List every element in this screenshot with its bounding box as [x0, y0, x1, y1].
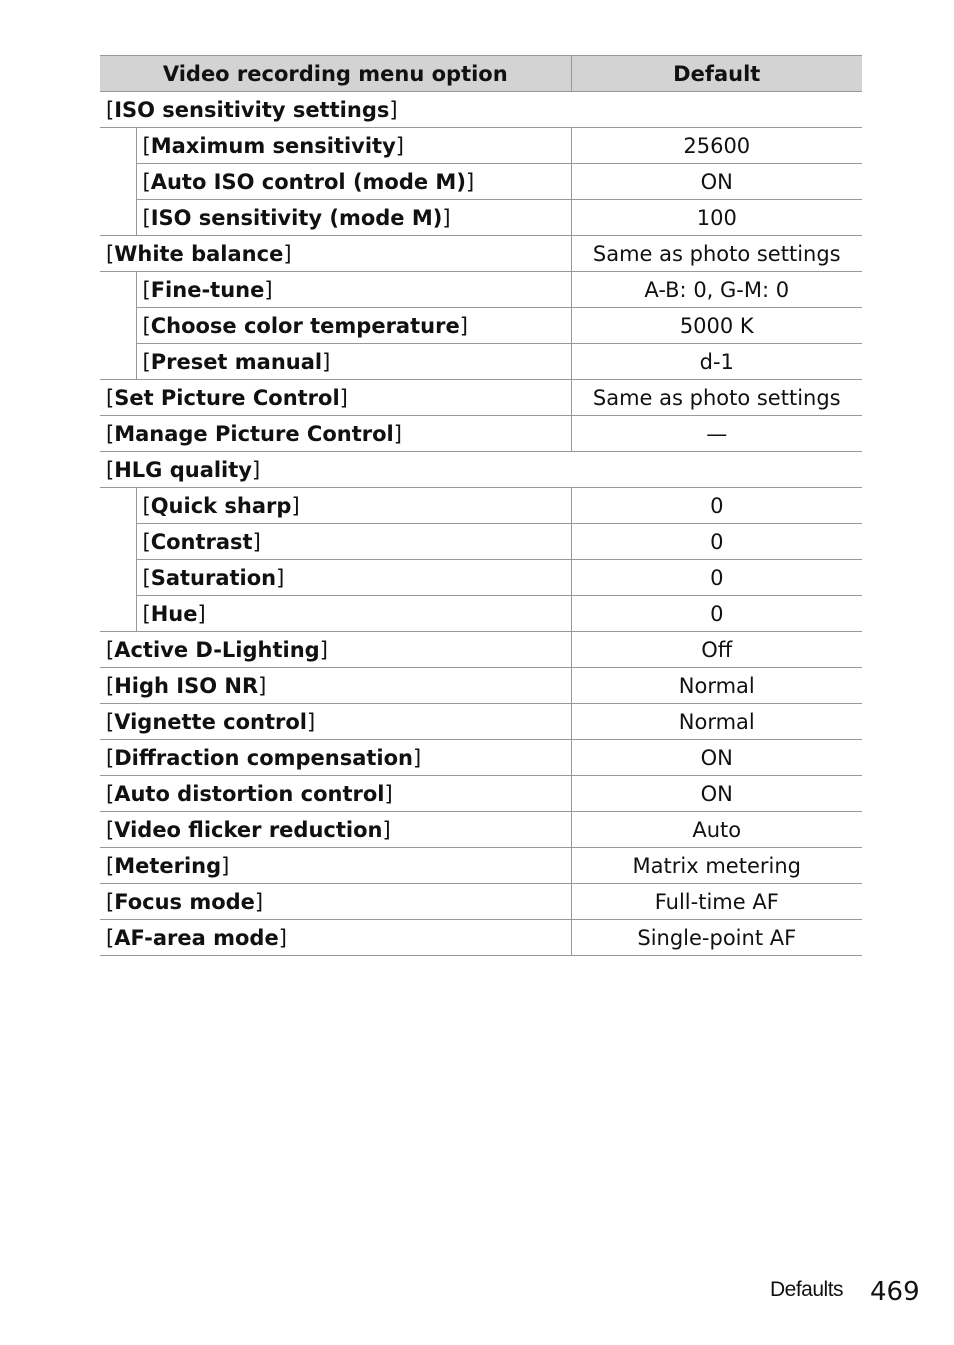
- option-label: HLG quality: [114, 457, 252, 482]
- default-value: 100: [571, 200, 862, 236]
- default-value: ON: [571, 164, 862, 200]
- indent-cell: [100, 344, 136, 380]
- option-cell: [AF-area mode]: [100, 920, 571, 956]
- option-label: Active D-Lighting: [114, 637, 320, 662]
- table-body: [100, 92, 862, 956]
- default-value: 0: [571, 524, 862, 560]
- table-row: [100, 632, 862, 668]
- table-row: [100, 236, 862, 272]
- option-label: Choose color temperature: [150, 313, 460, 338]
- option-cell: [Hue]: [136, 596, 571, 632]
- indent-cell: [100, 308, 136, 344]
- table-row: [100, 92, 862, 128]
- option-label: Video flicker reduction: [114, 817, 383, 842]
- table-row: [100, 272, 862, 308]
- default-value: Same as photo settings: [571, 380, 862, 416]
- default-value: 0: [571, 596, 862, 632]
- indent-cell: [100, 524, 136, 560]
- page-number: 469: [870, 1277, 920, 1307]
- option-cell: [Auto distortion control]: [100, 776, 571, 812]
- table-row: [100, 200, 862, 236]
- option-label: ISO sensitivity (mode M): [150, 205, 443, 230]
- table-row: [100, 416, 862, 452]
- default-value: Matrix metering: [571, 848, 862, 884]
- table-header-row: [100, 56, 862, 92]
- table-row: [100, 488, 862, 524]
- option-cell: [White balance]: [100, 236, 571, 272]
- table-row: [100, 596, 862, 632]
- option-label: White balance: [114, 241, 284, 266]
- table-row: [100, 920, 862, 956]
- table-row: [100, 380, 862, 416]
- option-cell: [Diffraction compensation]: [100, 740, 571, 776]
- option-cell: [Saturation]: [136, 560, 571, 596]
- option-cell: [Choose color temperature]: [136, 308, 571, 344]
- indent-cell: [100, 128, 136, 164]
- option-cell: [Quick sharp]: [136, 488, 571, 524]
- option-cell: [Preset manual]: [136, 344, 571, 380]
- table-row: [100, 452, 862, 488]
- indent-cell: [100, 596, 136, 632]
- option-label: Set Picture Control: [114, 385, 340, 410]
- option-label: Vignette control: [114, 709, 307, 734]
- default-value: A-B: 0, G-M: 0: [571, 272, 862, 308]
- option-cell: [Active D-Lighting]: [100, 632, 571, 668]
- default-value: [571, 92, 862, 128]
- option-label: Quick sharp: [150, 493, 292, 518]
- default-value: Normal: [571, 704, 862, 740]
- option-label: Maximum sensitivity: [150, 133, 396, 158]
- option-label: Manage Picture Control: [114, 421, 394, 446]
- option-cell: [High ISO NR]: [100, 668, 571, 704]
- option-label: Diffraction compensation: [114, 745, 414, 770]
- option-cell: [ISO sensitivity (mode M)]: [136, 200, 571, 236]
- option-cell: [Fine-tune]: [136, 272, 571, 308]
- table-row: [100, 344, 862, 380]
- indent-cell: [100, 164, 136, 200]
- option-label: ISO sensitivity settings: [114, 97, 390, 122]
- option-label: Preset manual: [150, 349, 323, 374]
- table-row: [100, 848, 862, 884]
- option-label: Auto distortion control: [114, 781, 385, 806]
- table-row: [100, 812, 862, 848]
- indent-cell: [100, 560, 136, 596]
- indent-cell: [100, 488, 136, 524]
- option-cell: [Focus mode]: [100, 884, 571, 920]
- option-cell: [Contrast]: [136, 524, 571, 560]
- option-label: AF-area mode: [114, 925, 279, 950]
- option-cell: [Set Picture Control]: [100, 380, 571, 416]
- default-value: Single-point AF: [571, 920, 862, 956]
- option-label: High ISO NR: [114, 673, 259, 698]
- header-option: Video recording menu option: [100, 56, 571, 92]
- table-row: [100, 740, 862, 776]
- table-row: [100, 524, 862, 560]
- option-cell: [HLG quality]: [100, 452, 571, 488]
- option-cell: [Auto ISO control (mode M)]: [136, 164, 571, 200]
- default-value: 0: [571, 488, 862, 524]
- default-value: [571, 452, 862, 488]
- table-row: [100, 884, 862, 920]
- defaults-table: [100, 55, 862, 956]
- default-value: Normal: [571, 668, 862, 704]
- table-row: [100, 560, 862, 596]
- default-value: 5000 K: [571, 308, 862, 344]
- option-cell: [Manage Picture Control]: [100, 416, 571, 452]
- default-value: 0: [571, 560, 862, 596]
- table-row: [100, 128, 862, 164]
- option-cell: [Vignette control]: [100, 704, 571, 740]
- default-value: ON: [571, 776, 862, 812]
- indent-cell: [100, 200, 136, 236]
- default-value: —: [571, 416, 862, 452]
- default-value: Same as photo settings: [571, 236, 862, 272]
- option-cell: [Metering]: [100, 848, 571, 884]
- table-row: [100, 776, 862, 812]
- default-value: Off: [571, 632, 862, 668]
- header-default: Default: [571, 56, 862, 92]
- table-row: [100, 704, 862, 740]
- option-label: Auto ISO control (mode M): [150, 169, 466, 194]
- default-value: Auto: [571, 812, 862, 848]
- default-value: d-1: [571, 344, 862, 380]
- default-value: Full-time AF: [571, 884, 862, 920]
- option-cell: [ISO sensitivity settings]: [100, 92, 571, 128]
- option-label: Saturation: [150, 565, 277, 590]
- indent-cell: [100, 272, 136, 308]
- table-row: [100, 668, 862, 704]
- option-label: Fine-tune: [150, 277, 265, 302]
- option-cell: [Video flicker reduction]: [100, 812, 571, 848]
- option-label: Metering: [114, 853, 222, 878]
- option-cell: [Maximum sensitivity]: [136, 128, 571, 164]
- table-row: [100, 308, 862, 344]
- default-value: 25600: [571, 128, 862, 164]
- table-row: [100, 164, 862, 200]
- footer-section-label: Defaults: [770, 1278, 844, 1301]
- option-label: Hue: [150, 601, 198, 626]
- default-value: ON: [571, 740, 862, 776]
- option-label: Focus mode: [114, 889, 255, 914]
- option-label: Contrast: [150, 529, 253, 554]
